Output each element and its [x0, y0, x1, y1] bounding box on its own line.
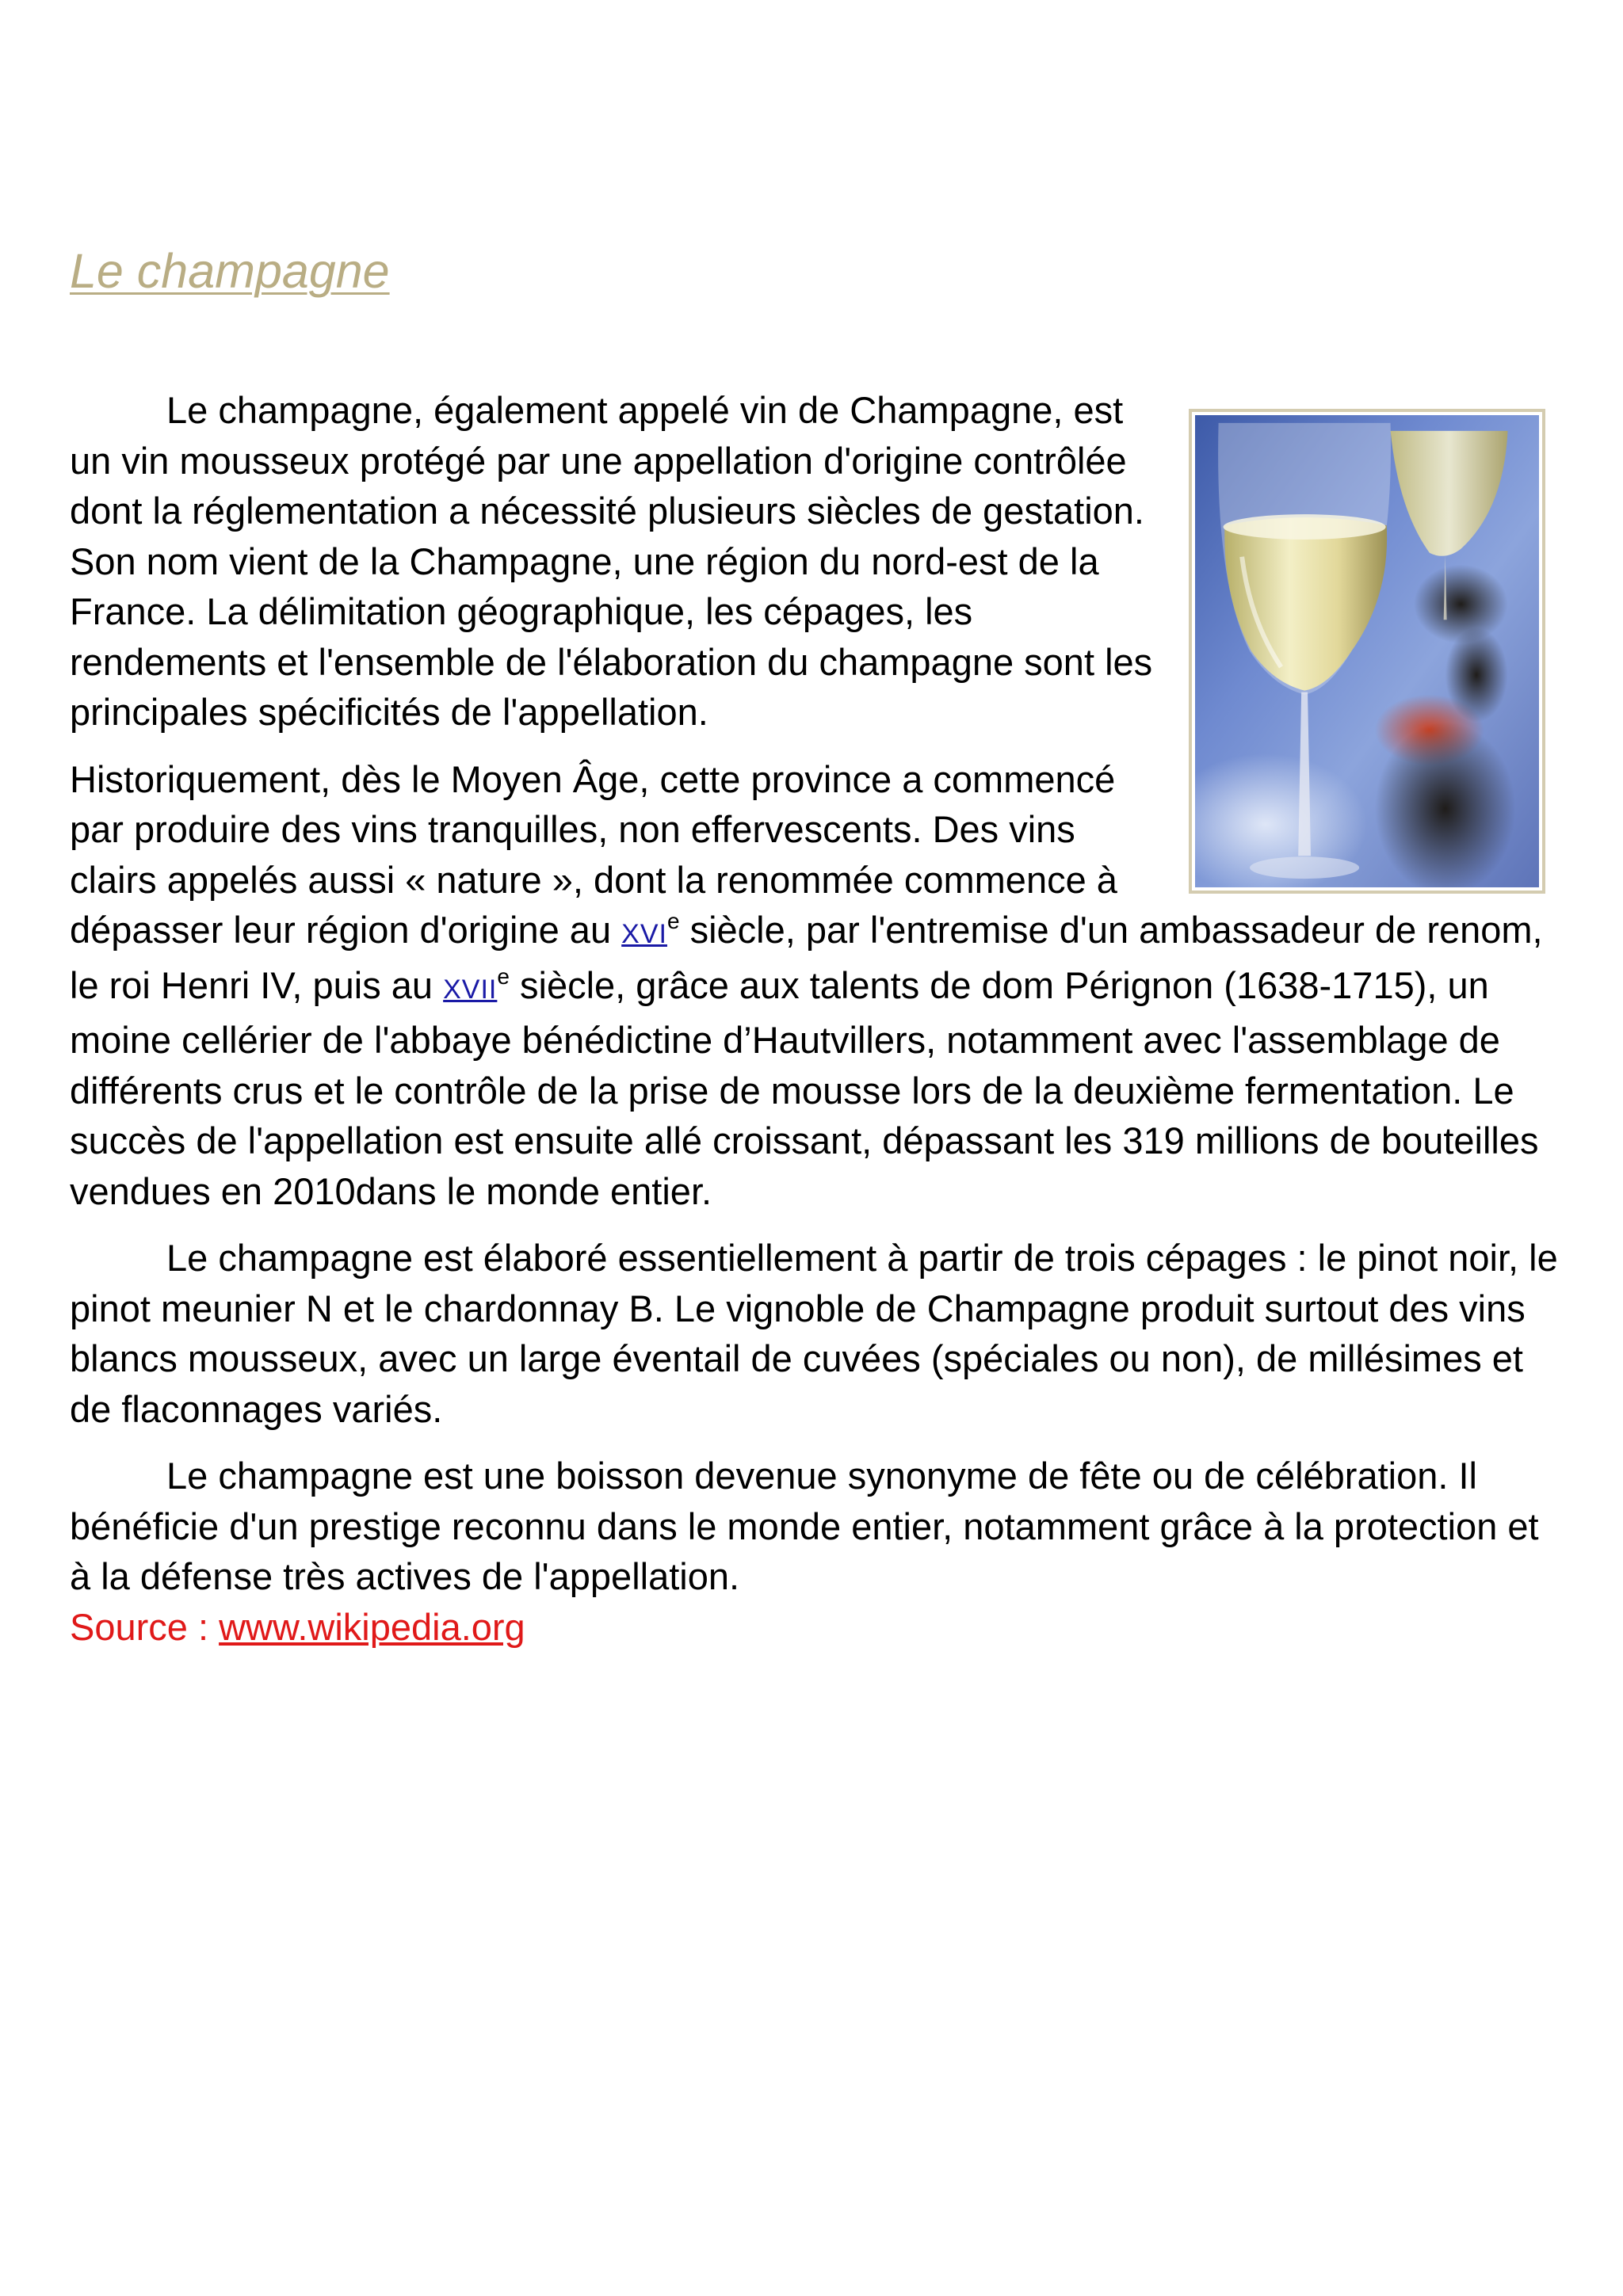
- paragraph-grapes: Le champagne est élaboré essentiellement à partir de trois cépages : le pinot noir, le pinot meunier N et le chardonnay B. Le vignoble de Champagne produit surtout des vins blancs mousseux, avec un large éventail de cuvées (spéciales ou non), de millésimes et de flaconnages variés.: [70, 1237, 1558, 1430]
- century-xvii-link[interactable]: XVII: [443, 974, 498, 1005]
- history-text-2: siècle, par l'entremise d'un ambassadeur de renom, le roi Henri IV, puis au: [70, 909, 1543, 1006]
- paragraph-celebration: [70, 1451, 1560, 1652]
- source-link[interactable]: www.wikipedia.org: [219, 1605, 525, 1648]
- century-xvi-link[interactable]: XVI: [621, 919, 667, 949]
- article-body: [70, 385, 1560, 1669]
- champagne-glasses-photo: [1195, 415, 1539, 887]
- page-title: Le champagne: [70, 244, 390, 298]
- celebration-text: Le champagne est une boisson devenue synonyme de fête ou de célébration. Il bénéficie d'un prestige reconnu dans le monde entier, notamment grâce à la protection et à la défense très actives de l'appellation.: [70, 1455, 1539, 1597]
- history-text-1: Historiquement, dès le Moyen Âge, cette province a commencé par produire des vins tranquilles, non effervescents. Des vins clairs appelés aussi « nature », dont la renommée commence à dépasser leur région d'origine au: [70, 757, 1117, 951]
- champagne-photo-frame: [1189, 409, 1545, 894]
- source-label: Source :: [70, 1605, 220, 1648]
- century-xvi-suffix: e: [666, 909, 680, 933]
- century-xvii-suffix: e: [497, 963, 510, 989]
- history-text-3: siècle, grâce aux talents de dom Pérignon (1638-1715), un moine cellérier de l'abbaye bénédictine d’Hautvillers, notamment avec l'assemblage de différents crus et le contrôle de la prise de mousse lors de la deuxième fermentation. Le succès de l'appellation est ensuite allé croissant, dépassant les 319 millions de bouteilles vendues en 2010dans le monde entier.: [70, 963, 1539, 1212]
- paragraph-intro: Le champagne, également appelé vin de Champagne, est un vin mousseux protégé par une appellation d'origine contrôlée dont la réglementation a nécessité plusieurs siècles de gestation. Son nom vient de la Champagne, une région du nord-est de la France. La délimitation géographique, les cépages, les rendements et l'ensemble de l'élaboration du champagne sont les principales spécificités de l'appellation.: [70, 389, 1153, 733]
